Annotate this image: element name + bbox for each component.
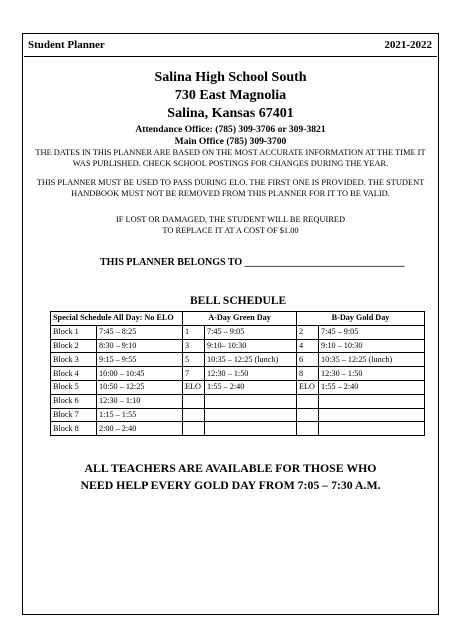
b-day-time: 7:45 – 9:05 bbox=[319, 325, 425, 339]
b-day-period bbox=[297, 422, 319, 436]
phone-block bbox=[22, 124, 439, 148]
bell-schedule-table bbox=[50, 311, 425, 436]
special-time: 7:45 – 8:25 bbox=[97, 325, 183, 339]
table-row bbox=[51, 325, 425, 339]
a-day-period bbox=[183, 408, 205, 422]
notice-dates-line1: THE DATES IN THIS PLANNER ARE BASED ON THE MOST ACCURATE INFORMATION AT THE TIME IT bbox=[35, 148, 426, 157]
b-day-period bbox=[297, 394, 319, 408]
block-label: Block 2 bbox=[51, 339, 97, 353]
notice-elo-line2: HANDBOOK MUST NOT BE REMOVED FROM THIS PLANNER FOR IT TO BE VALID. bbox=[71, 189, 390, 198]
table-header-row bbox=[51, 312, 425, 326]
teacher-note-line2: NEED HELP EVERY GOLD DAY FROM 7:05 – 7:30 A.M. bbox=[80, 478, 381, 492]
header-year: 2021-2022 bbox=[384, 39, 432, 51]
special-time: 8:30 – 9:10 bbox=[97, 339, 183, 353]
a-day-period bbox=[183, 394, 205, 408]
table-row bbox=[51, 380, 425, 394]
a-day-period: ELO bbox=[183, 380, 205, 394]
bell-schedule-title: BELL SCHEDULE bbox=[190, 295, 287, 307]
b-day-time bbox=[319, 422, 425, 436]
block-label: Block 5 bbox=[51, 380, 97, 394]
b-day-period: 4 bbox=[297, 339, 319, 353]
a-day-time: 1:55 – 2:40 bbox=[205, 380, 297, 394]
notice-lost-line2: TO REPLACE IT AT A COST OF $1.00 bbox=[162, 226, 299, 235]
b-day-time: 1:55 – 2:40 bbox=[319, 380, 425, 394]
b-day-time: 10:35 – 12:25 (lunch) bbox=[319, 353, 425, 367]
b-day-period bbox=[297, 408, 319, 422]
b-day-period: 2 bbox=[297, 325, 319, 339]
special-time: 12:30 – 1:10 bbox=[97, 394, 183, 408]
b-day-period: 8 bbox=[297, 367, 319, 381]
notice-dates-line2: WAS PUBLISHED. CHECK SCHOOL POSTINGS FOR CHANGES DURING THE YEAR. bbox=[72, 159, 389, 168]
block-label: Block 3 bbox=[51, 353, 97, 367]
a-day-time: 12:30 – 1:50 bbox=[205, 367, 297, 381]
a-day-period: 1 bbox=[183, 325, 205, 339]
a-day-time bbox=[205, 422, 297, 436]
school-block bbox=[22, 69, 439, 123]
table-row bbox=[51, 422, 425, 436]
notice-dates bbox=[22, 147, 439, 169]
b-day-period: 6 bbox=[297, 353, 319, 367]
block-label: Block 4 bbox=[51, 367, 97, 381]
belongs-to-line: THIS PLANNER BELONGS TO ________________________________ bbox=[100, 257, 405, 268]
a-day-time: 7:45 – 9:05 bbox=[205, 325, 297, 339]
header-title: Student Planner bbox=[28, 39, 105, 51]
a-day-time: 10:35 – 12:25 (lunch) bbox=[205, 353, 297, 367]
header-a-day: A-Day Green Day bbox=[183, 312, 297, 326]
special-time: 2:00 – 2:40 bbox=[97, 422, 183, 436]
b-day-time: 12:30 – 1:50 bbox=[319, 367, 425, 381]
special-time: 9:15 – 9:55 bbox=[97, 353, 183, 367]
a-day-period bbox=[183, 422, 205, 436]
a-day-time bbox=[205, 394, 297, 408]
teacher-availability-note bbox=[22, 460, 439, 494]
notice-elo bbox=[22, 177, 439, 199]
block-label: Block 6 bbox=[51, 394, 97, 408]
header-b-day: B-Day Gold Day bbox=[297, 312, 425, 326]
attendance-phone: Attendance Office: (785) 309-3706 or 309-3821 bbox=[135, 124, 326, 135]
notice-lost-line1: IF LOST OR DAMAGED, THE STUDENT WILL BE REQUIRED bbox=[115, 215, 346, 224]
block-label: Block 1 bbox=[51, 325, 97, 339]
special-time: 10:50 – 12:25 bbox=[97, 380, 183, 394]
main-office-phone: Main Office (785) 309-3700 bbox=[174, 136, 287, 147]
table-row bbox=[51, 408, 425, 422]
a-day-time: 9:10– 10:30 bbox=[205, 339, 297, 353]
special-time: 10:00 – 10:45 bbox=[97, 367, 183, 381]
header-rule bbox=[24, 56, 437, 57]
a-day-time bbox=[205, 408, 297, 422]
header-special: Special Schedule All Day: No ELO bbox=[51, 312, 183, 326]
b-day-time bbox=[319, 408, 425, 422]
block-label: Block 7 bbox=[51, 408, 97, 422]
table-row bbox=[51, 394, 425, 408]
b-day-period: ELO bbox=[297, 380, 319, 394]
a-day-period: 3 bbox=[183, 339, 205, 353]
school-city: Salina, Kansas 67401 bbox=[167, 106, 294, 121]
table-row bbox=[51, 339, 425, 353]
b-day-time: 9:10 – 10:30 bbox=[319, 339, 425, 353]
school-name: Salina High School South bbox=[154, 70, 307, 85]
notice-lost bbox=[22, 214, 439, 236]
a-day-period: 7 bbox=[183, 367, 205, 381]
table-row bbox=[51, 367, 425, 381]
school-address: 730 East Magnolia bbox=[174, 88, 287, 103]
special-time: 1:15 – 1:55 bbox=[97, 408, 183, 422]
table-row bbox=[51, 353, 425, 367]
notice-elo-line1: THIS PLANNER MUST BE USED TO PASS DURING ELO. THE FIRST ONE IS PROVIDED. THE STUDENT bbox=[36, 178, 425, 187]
block-label: Block 8 bbox=[51, 422, 97, 436]
teacher-note-line1: ALL TEACHERS ARE AVAILABLE FOR THOSE WHO bbox=[84, 461, 377, 475]
b-day-time bbox=[319, 394, 425, 408]
a-day-period: 5 bbox=[183, 353, 205, 367]
